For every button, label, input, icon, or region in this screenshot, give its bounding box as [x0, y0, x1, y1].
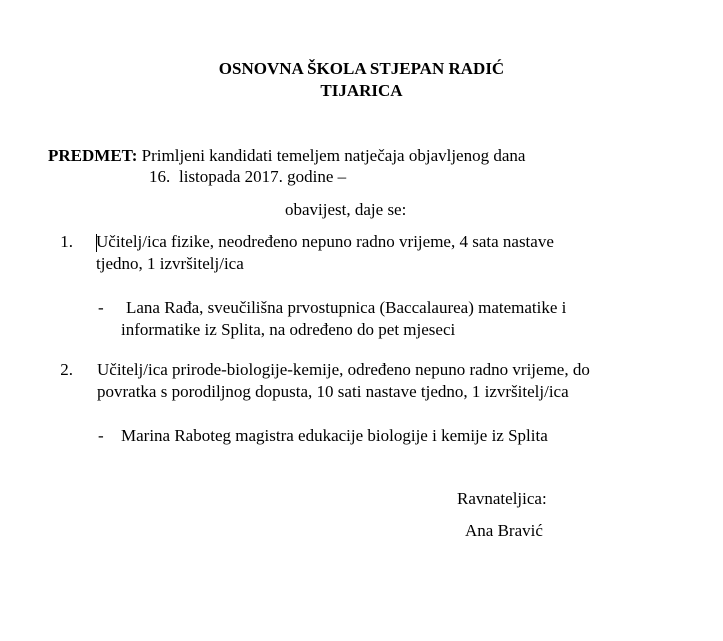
subject-text-line1: Primljeni kandidati temeljem natječaja objavljenog dana	[141, 146, 526, 165]
list-item-2-line2: povratka s porodiljnog dopusta, 10 sati nastave tjedno, 1 izvršitelj/ica	[97, 382, 569, 401]
subject-line-2	[149, 166, 346, 188]
list-item-1-number: 1.	[60, 232, 73, 251]
school-place: TIJARICA	[320, 81, 403, 100]
subject-text-line2: listopada 2017. godine –	[179, 167, 347, 186]
list-item-1-line1: Učitelj/ica fizike, neodređeno nepuno radno vrijeme, 4 sata nastave	[96, 232, 554, 251]
candidate-2-dash: -	[98, 426, 104, 445]
list-item-1-line2: tjedno, 1 izvršitelj/ica	[96, 254, 244, 273]
candidate-2-line1: Marina Raboteg magistra edukacije biologije i kemije iz Splita	[121, 426, 548, 445]
list-item-2-line1: Učitelj/ica prirode-biologije-kemije, određeno nepuno radno vrijeme, do	[97, 360, 590, 379]
school-name: OSNOVNA ŠKOLA STJEPAN RADIĆ	[218, 59, 505, 78]
signature-title: Ravnateljica:	[457, 489, 547, 508]
candidate-1-dash: -	[98, 298, 104, 317]
list-item-2-number: 2.	[60, 360, 73, 379]
subject-line	[48, 145, 525, 167]
candidate-1-line1: Lana Rađa, sveučilišna prvostupnica (Baccalaurea) matematike i	[126, 298, 567, 317]
signature-name: Ana Bravić	[465, 521, 543, 540]
candidate-1-line2: informatike iz Splita, na određeno do pet mjeseci	[121, 320, 456, 339]
intro-text: obavijest, daje se:	[285, 200, 407, 219]
subject-label: PREDMET:	[48, 146, 138, 165]
subject-day: 16.	[149, 167, 171, 186]
